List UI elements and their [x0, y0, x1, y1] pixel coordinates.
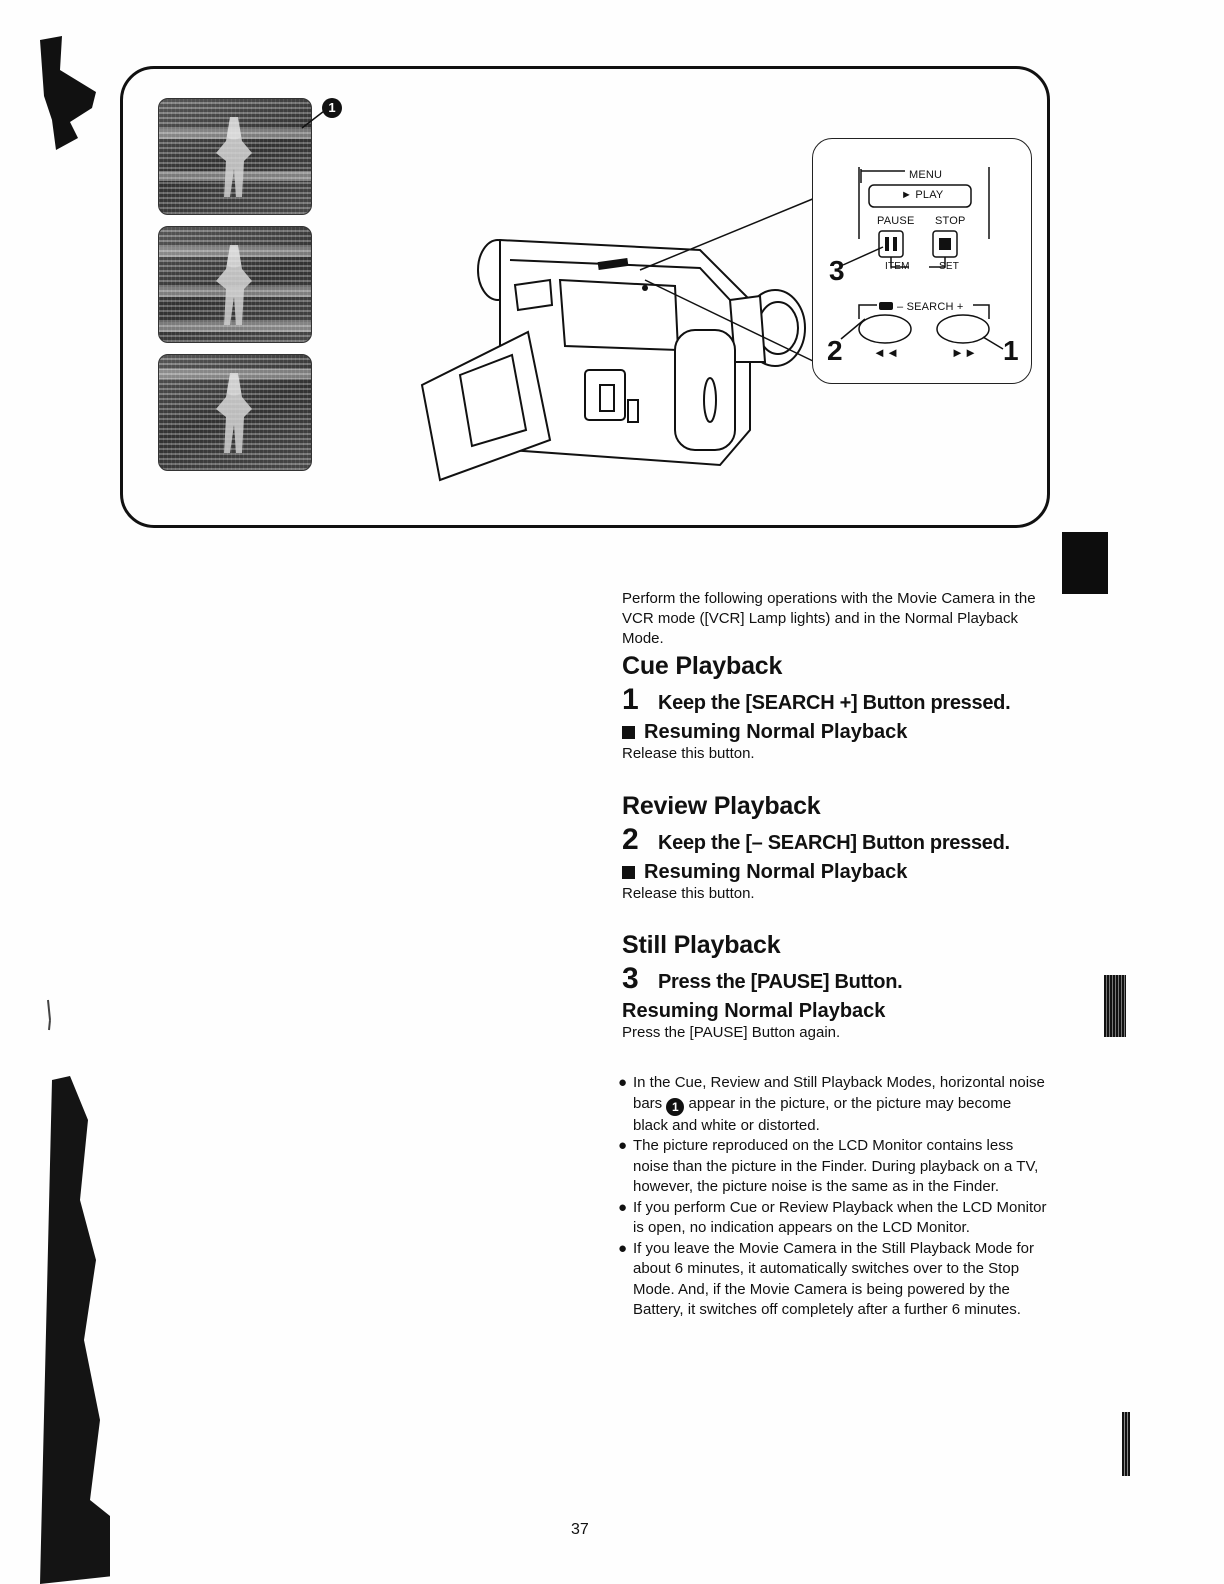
note-text: In the Cue, Review and Still Playback Modes, horizontal noise bars [633, 1074, 1045, 1112]
bullet-dot-icon: ● [618, 1137, 628, 1154]
section-cue-playback [622, 652, 1054, 763]
note-item [618, 1073, 1050, 1136]
step-instruction: Keep the [– SEARCH] Button pressed. [658, 832, 1010, 854]
note-text: The picture reproduced on the LCD Monitor contains less noise than the picture in the Finder. During playback on a TV, however, the picture noise is the same as in the Finder. [633, 1137, 1039, 1195]
callout-3: 3 [829, 255, 845, 286]
section-tab-marker [1062, 532, 1108, 594]
camcorder-illustration [400, 100, 820, 500]
note-item [618, 1198, 1050, 1239]
note-text: If you perform Cue or Review Playback when the LCD Monitor is open, no indication appears on the LCD Monitor. [633, 1198, 1047, 1236]
section-title: Review Playback [622, 792, 821, 820]
resume-note: Press the [PAUSE] Button again. [622, 1024, 841, 1041]
resume-title: Resuming Normal Playback [644, 861, 908, 883]
section-review-playback [622, 792, 1054, 903]
search-label: – SEARCH + [897, 301, 964, 313]
note-text: appear in the picture, or the picture may become black and white or distorted. [633, 1094, 1012, 1134]
playback-thumbnail-1 [158, 98, 312, 215]
skater-figure [214, 245, 254, 325]
item-label: ITEM [885, 261, 910, 272]
callout-number: 1 [322, 98, 342, 118]
stop-label: STOP [935, 215, 966, 227]
menu-label: MENU [909, 169, 943, 181]
skater-figure [214, 373, 254, 453]
step [622, 683, 1054, 717]
step-number: 1 [622, 683, 639, 716]
resume-heading [622, 721, 1054, 744]
notes-list [618, 1073, 1050, 1321]
square-bullet-icon [622, 866, 635, 879]
resume-title: Resuming Normal Playback [622, 1000, 886, 1022]
set-label: SET [939, 261, 960, 272]
pause-label: PAUSE [877, 215, 915, 227]
step [622, 962, 1054, 996]
page-number: 37 [571, 1521, 589, 1538]
step-number: 3 [622, 962, 639, 995]
bullet-dot-icon: ● [618, 1074, 628, 1091]
resume-note: Release this button. [622, 745, 755, 762]
intro-paragraph: Perform the following operations with the Movie Camera in the VCR mode ([VCR] Lamp lights) and in the Normal Playback Mode. [622, 590, 1036, 647]
resume-title: Resuming Normal Playback [644, 721, 908, 743]
margin-mark [1104, 975, 1126, 1037]
rewind-icon: ◄◄ [873, 345, 900, 360]
callout-number: 1 [666, 1098, 684, 1116]
step [622, 823, 1054, 857]
resume-heading [622, 861, 1054, 884]
note-item [618, 1239, 1050, 1321]
callout-2: 2 [827, 335, 843, 366]
step-instruction: Press the [PAUSE] Button. [658, 971, 903, 993]
step-number: 2 [622, 823, 639, 856]
resume-note: Release this button. [622, 885, 755, 902]
section-title: Cue Playback [622, 652, 783, 680]
scan-edge-artifact [0, 0, 110, 1584]
section-still-playback [622, 931, 1054, 1042]
playback-thumbnail-3 [158, 354, 312, 471]
play-button[interactable]: ► PLAY [901, 189, 944, 201]
playback-thumbnail-2 [158, 226, 312, 343]
note-text: If you leave the Movie Camera in the Still Playback Mode for about 6 minutes, it automatically switches over to the Stop Mode. And, if the Movie Camera is being powered by the Battery, it switches off completely after a further 6 minutes. [633, 1239, 1035, 1318]
margin-mark [1122, 1412, 1130, 1476]
step-instruction: Keep the [SEARCH +] Button pressed. [658, 692, 1011, 714]
section-title: Still Playback [622, 931, 781, 959]
callout-1: 1 [1003, 335, 1019, 366]
square-bullet-icon [622, 726, 635, 739]
note-item [618, 1136, 1050, 1198]
fast-forward-icon: ►► [951, 345, 978, 360]
button-detail-panel [812, 138, 1032, 384]
resume-heading [622, 1000, 1054, 1023]
bullet-dot-icon: ● [618, 1239, 628, 1257]
bullet-dot-icon: ● [618, 1198, 628, 1216]
